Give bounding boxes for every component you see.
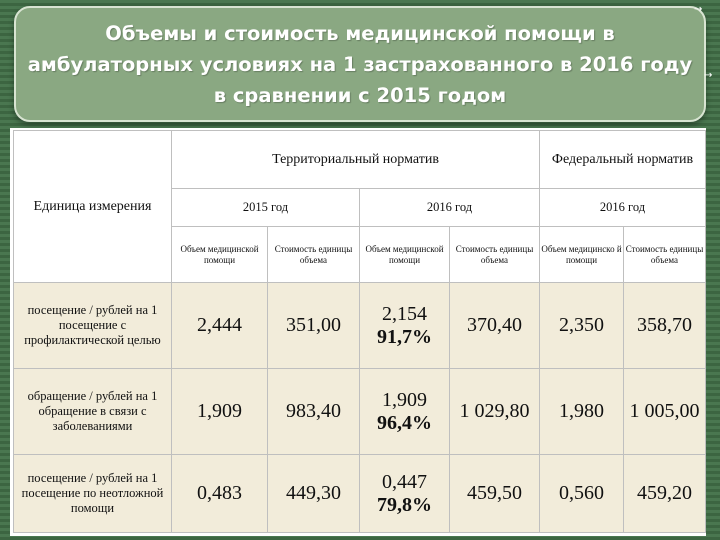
- cost-2016: 370,40: [450, 283, 540, 369]
- volume-2016-cell: [360, 369, 450, 455]
- table-card: [10, 128, 706, 536]
- row-label: обращение / рублей на 1 обращение в связи с заболеваниями: [14, 369, 172, 455]
- unit-header: Единица измерения: [14, 131, 172, 283]
- cost-federal: 459,20: [624, 455, 706, 533]
- table-row: [14, 283, 706, 369]
- territorial-header: Территориальный норматив: [172, 131, 540, 189]
- cost-2016: 459,50: [450, 455, 540, 533]
- volume-2016: 0,447: [382, 470, 427, 493]
- volume-subheader: Объем медицинской помощи: [172, 227, 268, 283]
- volume-2016: 2,154: [382, 302, 427, 325]
- federal-header: Федеральный норматив: [540, 131, 706, 189]
- volume-2016-percent: 96,4%: [377, 411, 432, 434]
- arrow-icon: →: [694, 4, 703, 15]
- volume-2015: 0,483: [172, 455, 268, 533]
- title-banner: [14, 6, 706, 122]
- volume-2016: 1,909: [382, 388, 427, 411]
- row-label: посещение / рублей на 1 посещение по неотложной помощи: [14, 455, 172, 533]
- table-row: [14, 455, 706, 533]
- federal-year-header: 2016 год: [540, 189, 706, 227]
- year-2015-header: 2015 год: [172, 189, 360, 227]
- volume-2016-cell: [360, 455, 450, 533]
- volume-2016-percent: 91,7%: [377, 325, 432, 348]
- cost-2015: 351,00: [268, 283, 360, 369]
- cost-federal: 358,70: [624, 283, 706, 369]
- volume-2015: 1,909: [172, 369, 268, 455]
- table-row: [14, 369, 706, 455]
- volume-2015: 2,444: [172, 283, 268, 369]
- cost-subheader: Стоимость единицы объема: [624, 227, 706, 283]
- row-label: посещение / рублей на 1 посещение с профилактической целью: [14, 283, 172, 369]
- volume-federal: 0,560: [540, 455, 624, 533]
- cost-federal: 1 005,00: [624, 369, 706, 455]
- volume-subheader: Объем медицинско й помощи: [540, 227, 624, 283]
- volume-federal: 1,980: [540, 369, 624, 455]
- arrow-icon: →: [704, 70, 713, 81]
- cost-2016: 1 029,80: [450, 369, 540, 455]
- volume-subheader: Объем медицинской помощи: [360, 227, 450, 283]
- volume-federal: 2,350: [540, 283, 624, 369]
- cost-2015: 449,30: [268, 455, 360, 533]
- cost-2015: 983,40: [268, 369, 360, 455]
- volume-2016-cell: [360, 283, 450, 369]
- page-title: Объемы и стоимость медицинской помощи в амбулаторных условиях на 1 застрахованного в 2016 году в сравнении с 2015 годом: [27, 21, 693, 107]
- cost-subheader: Стоимость единицы объема: [268, 227, 360, 283]
- volume-2016-percent: 79,8%: [377, 493, 432, 516]
- cost-subheader: Стоимость единицы объема: [450, 227, 540, 283]
- data-table: [13, 130, 706, 533]
- year-2016-header: 2016 год: [360, 189, 540, 227]
